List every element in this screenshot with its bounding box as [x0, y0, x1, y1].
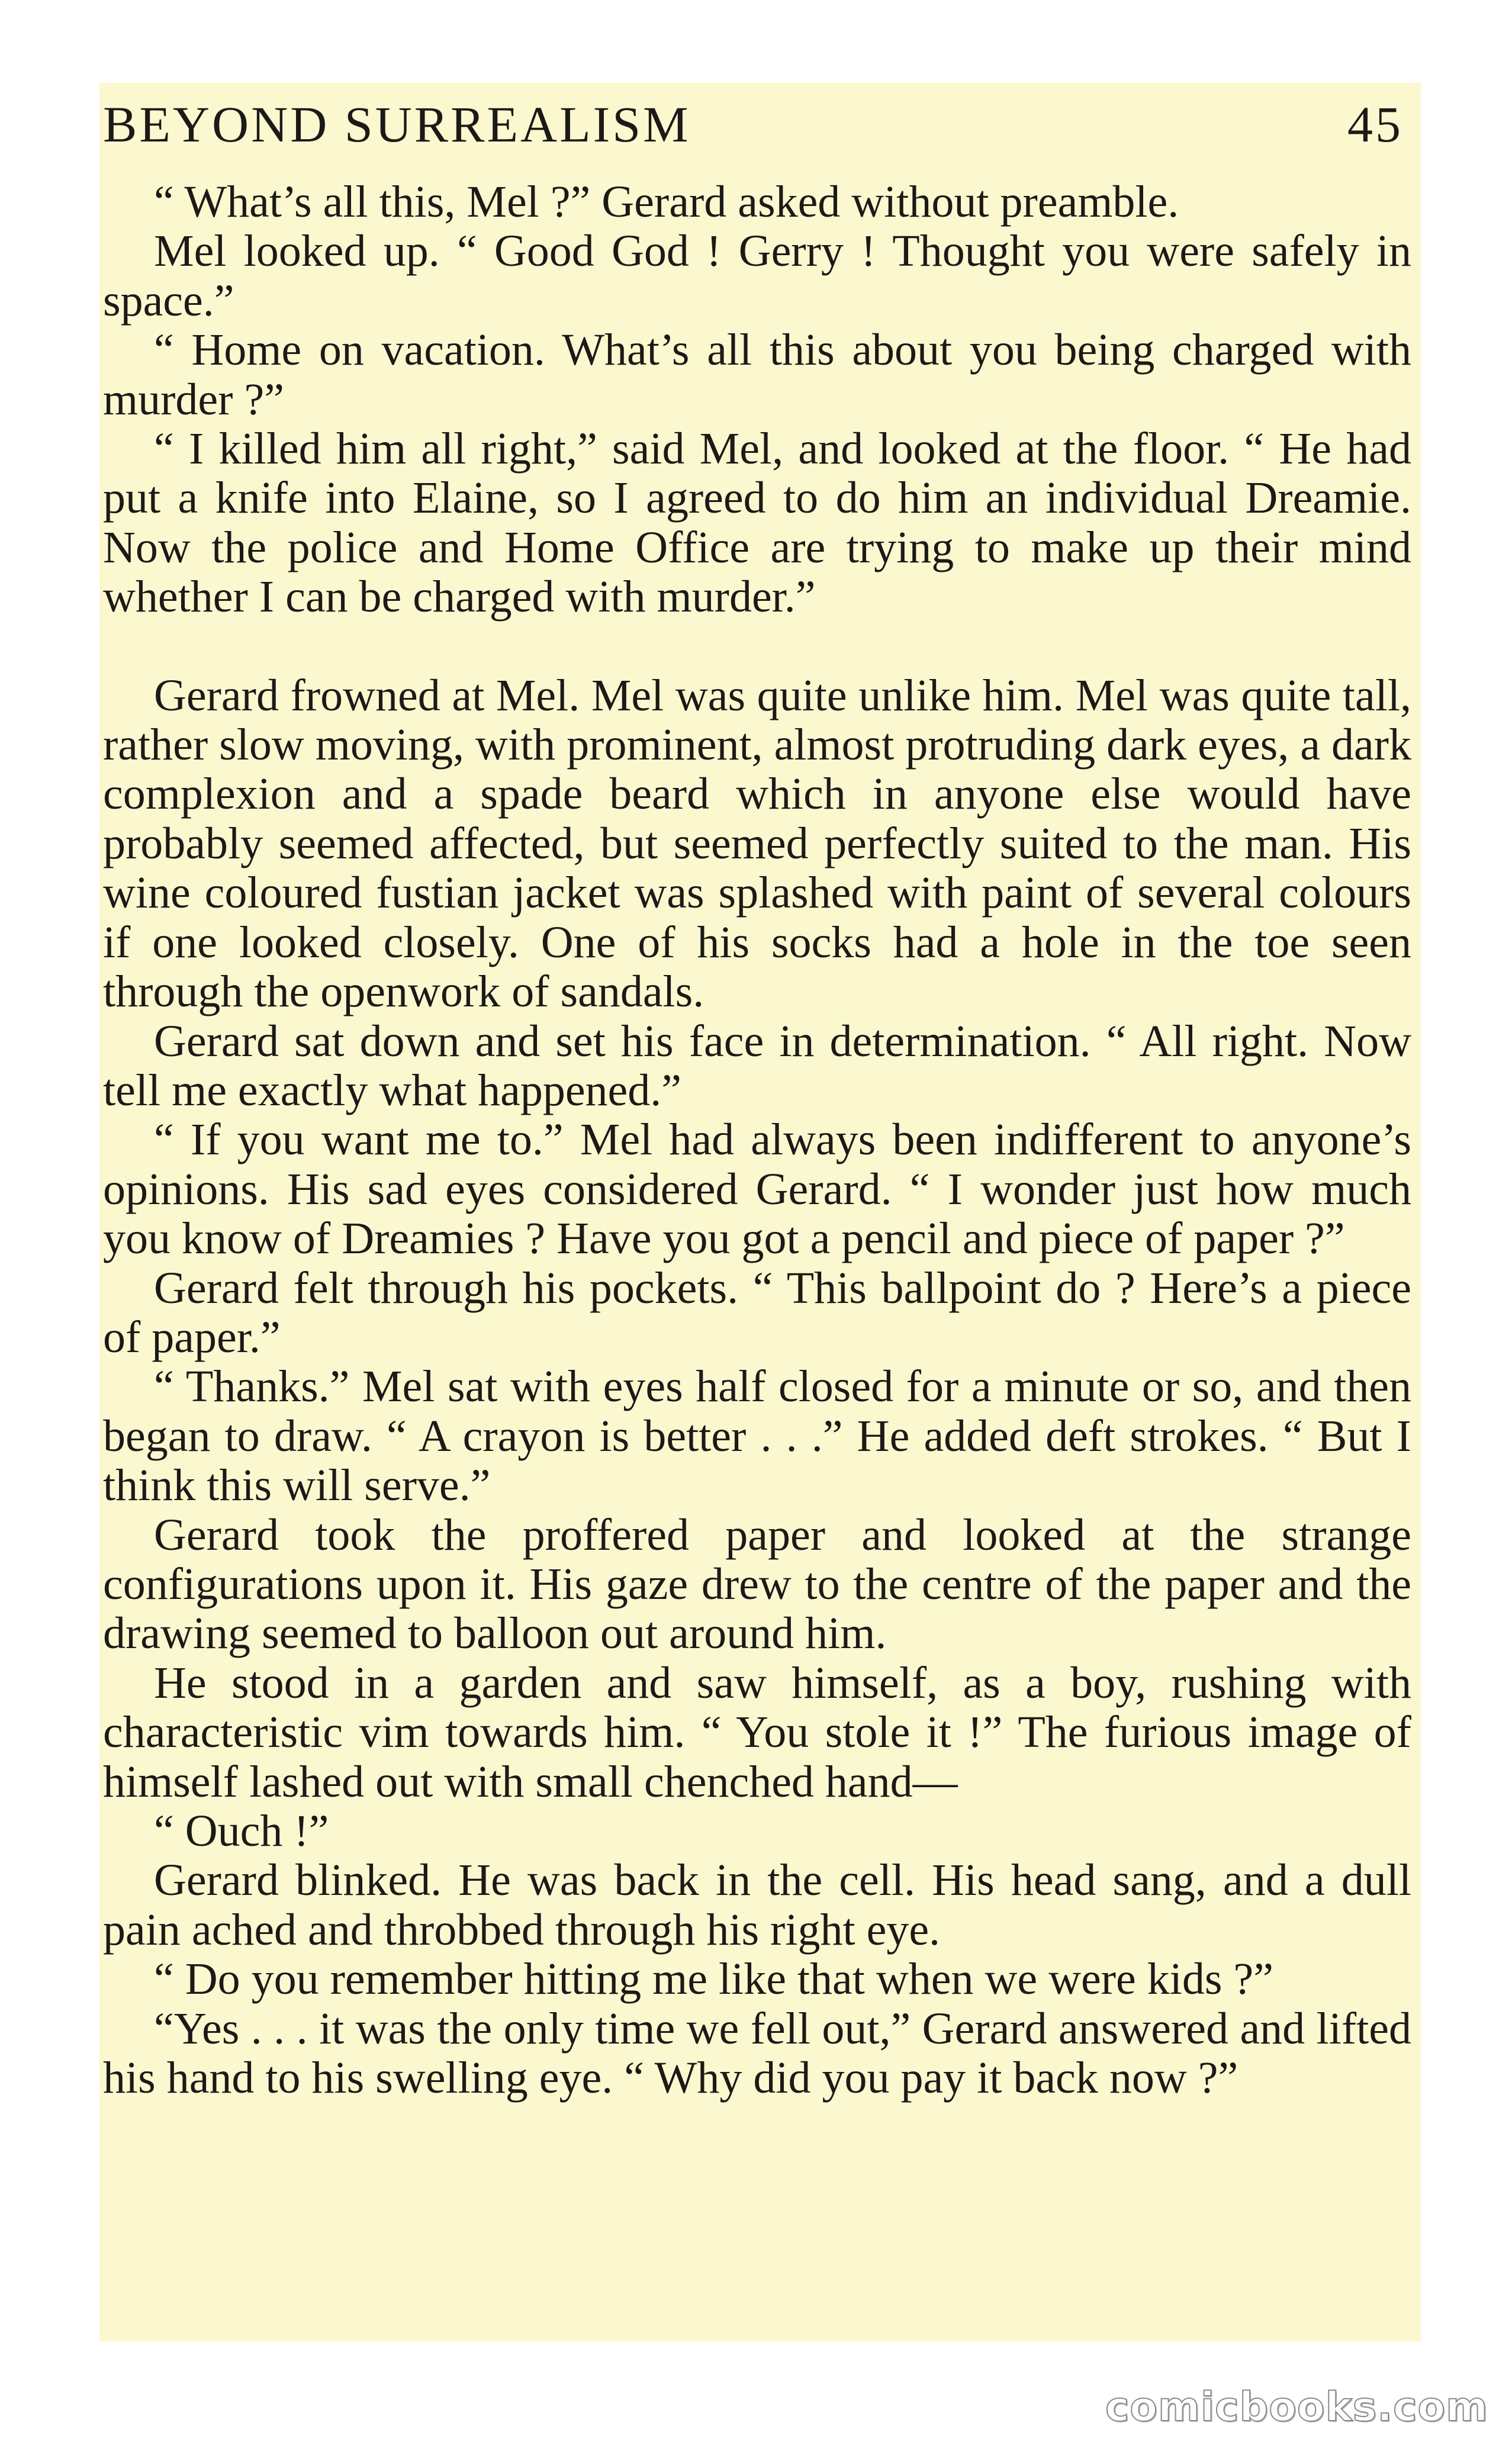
- paragraph: “Yes . . . it was the only time we fell out,” Gerard answered and lifted his hand to his swelling eye. “ Why did you pay it back now ?”: [103, 2003, 1411, 2103]
- watermark: comicbooks.com: [1105, 2384, 1488, 2431]
- body-text: [103, 178, 1411, 2103]
- paragraph: “ Home on vacation. What’s all this about you being charged with murder ?”: [103, 325, 1411, 424]
- paragraph: “ Ouch !”: [154, 1806, 329, 1856]
- page-header: [99, 89, 1421, 160]
- page-number: 45: [1347, 96, 1403, 153]
- paragraph: Gerard felt through his pockets. “ This ballpoint do ? Here’s a piece of paper.”: [103, 1263, 1411, 1362]
- paragraph: “ Do you remember hitting me like that when we were kids ?”: [154, 1954, 1273, 2004]
- paragraph: “ If you want me to.” Mel had always been indifferent to anyone’s opinions. His sad eyes considered Gerard. “ I wonder just how much you know of Dreamies ? Have you got a pencil and piece of paper ?”: [103, 1115, 1411, 1264]
- running-title: BEYOND SURREALISM: [103, 96, 691, 153]
- paragraph: Gerard blinked. He was back in the cell. His head sang, and a dull pain ached and throbbed through his right eye.: [103, 1855, 1411, 1955]
- paragraph: Gerard sat down and set his face in determination. “ All right. Now tell me exactly what happened.”: [103, 1016, 1411, 1115]
- paragraph: Mel looked up. “ Good God ! Gerry ! Thought you were safely in space.”: [103, 226, 1411, 326]
- paragraph: He stood in a garden and saw himself, as a boy, rushing with characteristic vim towards him. “ You stole it !” The furious image of himself lashed out with small chenched hand—: [103, 1658, 1411, 1807]
- paragraph: “ Thanks.” Mel sat with eyes half closed for a minute or so, and then began to draw. “ A crayon is better . . .” He added deft strokes. “ But I think this will serve.”: [103, 1362, 1411, 1511]
- paragraph: Gerard took the proffered paper and looked at the strange configurations upon it. His gaze drew to the centre of the paper and the drawing seemed to balloon out around him.: [103, 1510, 1411, 1659]
- paragraph: “ I killed him all right,” said Mel, and looked at the floor. “ He had put a knife into Elaine, so I agreed to do him an individual Dreamie. Now the police and Home Office are trying to make up their mind whether I can be charged with murder.”: [103, 424, 1411, 622]
- paragraph: Gerard frowned at Mel. Mel was quite unlike him. Mel was quite tall, rather slow moving, with prominent, almost protruding dark eyes, a dark complexion and a spade beard which in anyone else would have probably seemed affected, but seemed perfectly suited to the man. His wine coloured fustian jacket was splashed with paint of several colours if one looked closely. One of his socks had a hole in the toe seen through the openwork of sandals.: [103, 670, 1411, 1017]
- paragraph: “ What’s all this, Mel ?” Gerard asked without preamble.: [154, 177, 1179, 227]
